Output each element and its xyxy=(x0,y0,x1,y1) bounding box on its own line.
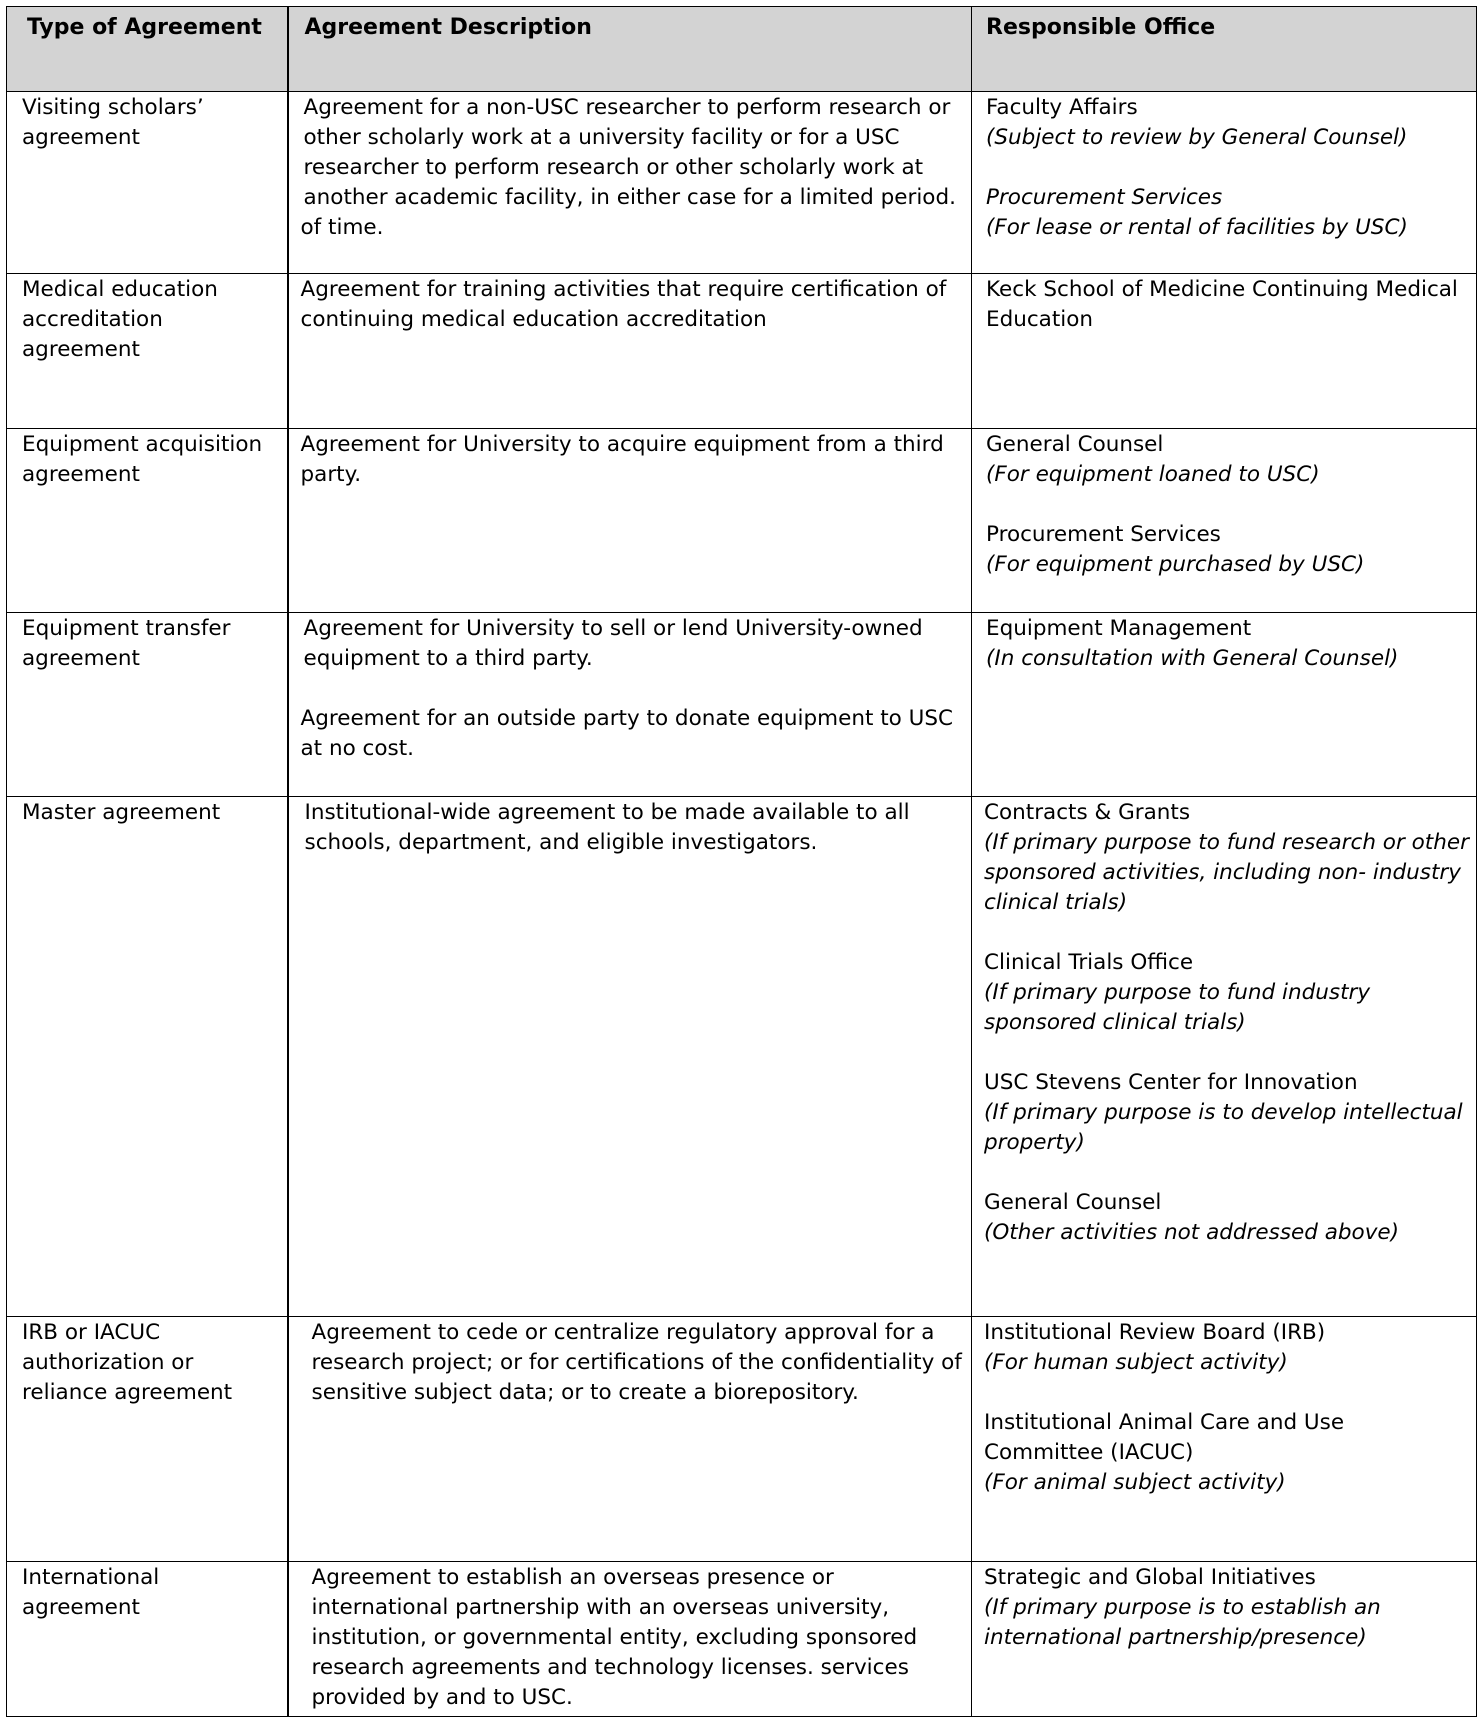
table-row xyxy=(7,797,1477,1317)
agreement-description xyxy=(288,429,972,613)
description-paragraph: Agreement for an outside party to donate equipment to USC at no cost. xyxy=(300,706,954,761)
office-name: Equipment Management xyxy=(986,616,1252,641)
office-name: Keck School of Medicine Continuing Medical Education xyxy=(986,277,1458,332)
agreement-description xyxy=(288,797,972,1317)
responsible-office xyxy=(972,274,1477,429)
office-name: Faculty Affairs xyxy=(986,95,1138,120)
agreement-type: Master agreement xyxy=(7,797,288,1317)
description-paragraph: Agreement for training activities that require certification of continuing medical education accreditation xyxy=(300,277,947,332)
table-row xyxy=(7,1317,1477,1562)
office-note: (If primary purpose to fund industry sponsored clinical trials) xyxy=(984,980,1371,1035)
description-paragraph: Agreement for a non-USC researcher to perform research or other scholarly work at a university facility or for a USC researcher to perform research or other scholarly work at another academic facility, in either case for a limited period. xyxy=(303,95,956,210)
responsible-office xyxy=(972,92,1477,274)
agreement-type: Medical education accreditation agreement xyxy=(7,274,288,429)
office-name: Contracts & Grants xyxy=(984,800,1191,825)
table-row xyxy=(7,1562,1477,1717)
agreement-type: Equipment acquisition agreement xyxy=(7,429,288,613)
description-paragraph: of time. xyxy=(300,215,384,240)
agreement-type: Visiting scholars’ agreement xyxy=(7,92,288,274)
description-paragraph: Agreement to establish an overseas presence or international partnership with an overseas university, institution, or governmental entity, excluding sponsored research agreements and technology licenses. services provided by and to USC. xyxy=(311,1565,918,1710)
description-paragraph: Institutional-wide agreement to be made available to all schools, department, and eligible investigators. xyxy=(304,800,910,855)
office-note: (If primary purpose is to establish an international partnership/presence) xyxy=(984,1595,1381,1650)
header-responsible-office: Responsible Office xyxy=(972,7,1477,92)
office-name: Clinical Trials Office xyxy=(984,950,1194,975)
table-row xyxy=(7,274,1477,429)
header-type-of-agreement: Type of Agreement xyxy=(7,7,288,92)
office-note: (Subject to review by General Counsel) xyxy=(986,125,1408,150)
agreement-description xyxy=(288,1562,972,1717)
table-row xyxy=(7,92,1477,274)
office-name: Procurement Services xyxy=(986,185,1223,210)
agreements-table xyxy=(6,6,1477,1717)
header-agreement-description: Agreement Description xyxy=(288,7,972,92)
description-paragraph: Agreement for University to sell or lend University-owned equipment to a third party. xyxy=(303,616,923,671)
office-note: (For equipment purchased by USC) xyxy=(986,552,1365,577)
office-note: (Other activities not addressed above) xyxy=(984,1220,1400,1245)
agreement-type: IRB or IACUC authorization or reliance agreement xyxy=(7,1317,288,1562)
agreement-description xyxy=(288,1317,972,1562)
responsible-office xyxy=(972,797,1477,1317)
office-name: Institutional Review Board (IRB) xyxy=(984,1320,1326,1345)
table-row xyxy=(7,613,1477,797)
table-row xyxy=(7,429,1477,613)
responsible-office xyxy=(972,429,1477,613)
agreement-type: International agreement xyxy=(7,1562,288,1717)
office-note: (For equipment loaned to USC) xyxy=(986,462,1320,487)
office-name: General Counsel xyxy=(984,1190,1162,1215)
responsible-office xyxy=(972,613,1477,797)
agreement-description xyxy=(288,92,972,274)
office-name: Institutional Animal Care and Use Committee (IACUC) xyxy=(984,1410,1345,1465)
table-header-row xyxy=(7,7,1477,92)
responsible-office xyxy=(972,1317,1477,1562)
office-note: (For lease or rental of facilities by USC) xyxy=(986,215,1408,240)
agreement-description xyxy=(288,613,972,797)
agreement-description xyxy=(288,274,972,429)
responsible-office xyxy=(972,1562,1477,1717)
office-name: USC Stevens Center for Innovation xyxy=(984,1070,1358,1095)
office-note: (In consultation with General Counsel) xyxy=(986,646,1399,671)
office-note: (If primary purpose is to develop intellectual property) xyxy=(984,1100,1463,1155)
office-name: General Counsel xyxy=(986,432,1164,457)
office-name: Strategic and Global Initiatives xyxy=(984,1565,1316,1590)
agreement-type: Equipment transfer agreement xyxy=(7,613,288,797)
description-paragraph: Agreement for University to acquire equipment from a third party. xyxy=(300,432,944,487)
office-name: Procurement Services xyxy=(986,522,1221,547)
office-note: (For animal subject activity) xyxy=(984,1470,1286,1495)
description-paragraph: Agreement to cede or centralize regulatory approval for a research project; or for certifications of the confidentiality of sensitive subject data; or to create a biorepository. xyxy=(311,1320,962,1405)
office-note: (For human subject activity) xyxy=(984,1350,1288,1375)
office-note: (If primary purpose to fund research or other sponsored activities, including non- industry clinical trials) xyxy=(984,830,1469,915)
